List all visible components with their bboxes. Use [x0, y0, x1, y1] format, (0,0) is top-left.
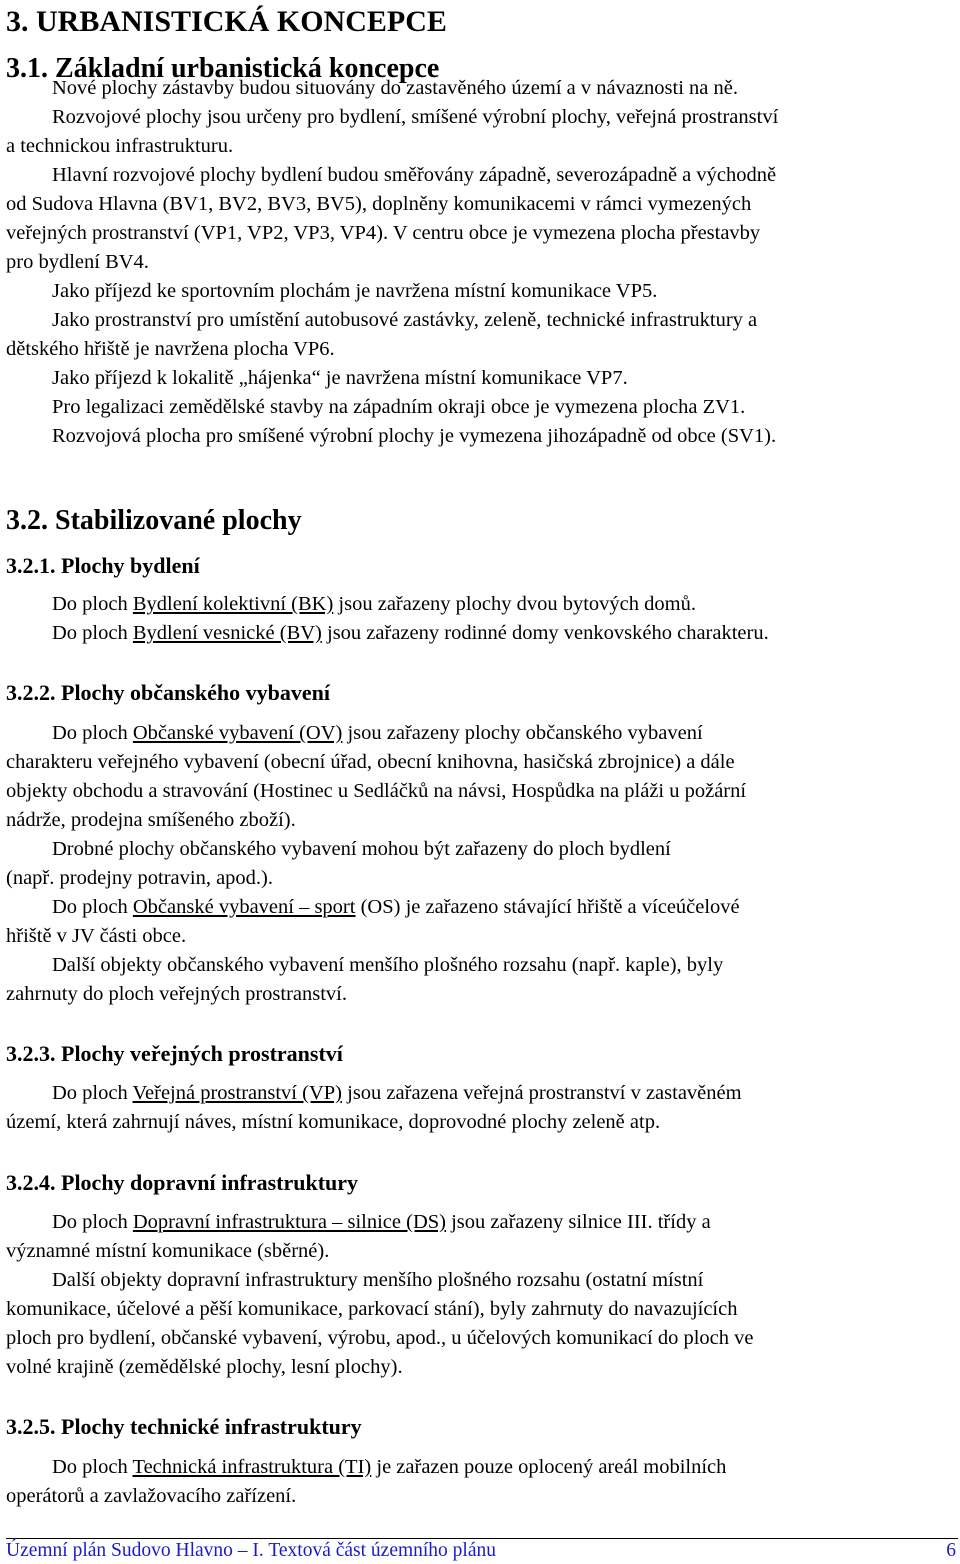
- paragraph-line: [52, 1453, 726, 1482]
- category-name-ov: Občanské vybavení (OV): [132, 722, 343, 744]
- paragraph-line: objekty obchodu a stravování (Hostinec u Sedláčků na návsi, Hospůdka na pláži u požární: [6, 780, 747, 802]
- paragraph-line: Jako prostranství pro umístění autobusové zastávky, zeleně, technické infrastruktury a: [52, 309, 758, 331]
- section-title-3-1: 3.1. Základní urbanistická koncepce: [6, 53, 440, 84]
- page-number: 6: [946, 1540, 956, 1561]
- category-name-vp: Veřejná prostranství (VP): [132, 1082, 342, 1104]
- text: (OS) je zařazeno stávající hřiště a víceúčelové: [355, 896, 740, 918]
- paragraph-line: Drobné plochy občanského vybavení mohou být zařazeny do ploch bydlení: [52, 838, 671, 860]
- text: Do ploch: [52, 722, 133, 744]
- subsection-title-3-2-2: 3.2.2. Plochy občanského vybavení: [6, 680, 330, 705]
- text: Do ploch: [52, 622, 133, 644]
- paragraph-line: Další objekty dopravní infrastruktury menšího plošného rozsahu (ostatní místní: [52, 1269, 704, 1291]
- chapter-title: 3. URBANISTICKÁ KONCEPCE: [6, 5, 447, 38]
- paragraph-line: zahrnuty do ploch veřejných prostranství.: [6, 983, 348, 1005]
- text: jsou zařazeny rodinné domy venkovského charakteru.: [321, 622, 769, 644]
- paragraph-line: (např. prodejny potravin, apod.).: [6, 867, 273, 889]
- subsection-title-3-2-3: 3.2.3. Plochy veřejných prostranství: [6, 1041, 343, 1066]
- paragraph-line: [52, 590, 696, 619]
- text: Do ploch: [52, 1211, 133, 1233]
- paragraph-line: [52, 893, 740, 922]
- paragraph-line: Jako příjezd ke sportovním plochám je navržena místní komunikace VP5.: [52, 280, 658, 302]
- category-name-bv: Bydlení vesnické (BV): [132, 622, 322, 644]
- text: jsou zařazena veřejná prostranství v zastavěném: [342, 1082, 742, 1104]
- paragraph-line: Nové plochy zástavby budou situovány do zastavěného území a v návaznosti na ně.: [52, 77, 738, 99]
- subsection-title-3-2-5: 3.2.5. Plochy technické infrastruktury: [6, 1414, 362, 1439]
- subsection-title-3-2-1: 3.2.1. Plochy bydlení: [6, 553, 200, 578]
- paragraph-line: [52, 1208, 711, 1237]
- text: Do ploch: [52, 593, 133, 615]
- category-name-bk: Bydlení kolektivní (BK): [132, 593, 334, 615]
- paragraph-line: a technickou infrastrukturu.: [6, 135, 234, 157]
- paragraph-line: dětského hřiště je navržena plocha VP6.: [6, 338, 335, 360]
- text: jsou zařazeny plochy občanského vybavení: [342, 722, 703, 744]
- text: je zařazen pouze oplocený areál mobilních: [371, 1456, 727, 1478]
- text: Do ploch: [52, 896, 133, 918]
- paragraph-line: charakteru veřejného vybavení (obecní úřad, obecní knihovna, hasičská zbrojnice) a dále: [6, 751, 735, 773]
- paragraph-line: od Sudova Hlavna (BV1, BV2, BV3, BV5), doplněny komunikacemi v rámci vymezených: [6, 193, 752, 215]
- paragraph-line: území, která zahrnují náves, místní komunikace, doprovodné plochy zeleně atp.: [6, 1111, 661, 1133]
- category-name-os: Občanské vybavení – sport: [132, 896, 356, 918]
- paragraph-line: operátorů a zavlažovacího zařízení.: [6, 1485, 297, 1507]
- text: jsou zařazeny plochy dvou bytových domů.: [333, 593, 696, 615]
- category-name-ti: Technická infrastruktura (TI): [132, 1456, 372, 1478]
- paragraph-line: významné místní komunikace (sběrné).: [6, 1240, 330, 1262]
- footer-title: Územní plán Sudovo Hlavno – I. Textová část územního plánu: [6, 1540, 497, 1561]
- paragraph-line: Jako příjezd k lokalitě „hájenka“ je navržena místní komunikace VP7.: [52, 367, 628, 389]
- category-name-ds: Dopravní infrastruktura – silnice (DS): [132, 1211, 446, 1233]
- paragraph-line: Pro legalizaci zemědělské stavby na západním okraji obce je vymezena plocha ZV1.: [52, 396, 746, 418]
- subsection-title-3-2-4: 3.2.4. Plochy dopravní infrastruktury: [6, 1170, 359, 1195]
- paragraph-line: Další objekty občanského vybavení menšího plošného rozsahu (např. kaple), byly: [52, 954, 724, 976]
- paragraph-line: Rozvojová plocha pro smíšené výrobní plochy je vymezena jihozápadně od obce (SV1).: [52, 425, 777, 447]
- paragraph-line: komunikace, účelové a pěší komunikace, parkovací stání), byly zahrnuty do navazujících: [6, 1298, 738, 1320]
- text: Do ploch: [52, 1456, 133, 1478]
- paragraph-line: [52, 719, 703, 748]
- paragraph-line: volné krajině (zemědělské plochy, lesní plochy).: [6, 1356, 403, 1378]
- text: Do ploch: [52, 1082, 133, 1104]
- paragraph-line: Rozvojové plochy jsou určeny pro bydlení, smíšené výrobní plochy, veřejná prostranství: [52, 106, 779, 128]
- paragraph-line: veřejných prostranství (VP1, VP2, VP3, VP4). V centru obce je vymezena plocha přestavby: [6, 222, 761, 244]
- text: jsou zařazeny silnice III. třídy a: [445, 1211, 711, 1233]
- paragraph-line: Hlavní rozvojové plochy bydlení budou směřovány západně, severozápadně a východně: [52, 164, 777, 186]
- paragraph-line: [52, 619, 769, 648]
- paragraph-line: [52, 1079, 742, 1108]
- paragraph-line: ploch pro bydlení, občanské vybavení, výrobu, apod., u účelových komunikací do ploch ve: [6, 1327, 754, 1349]
- paragraph-line: pro bydlení BV4.: [6, 251, 149, 273]
- paragraph-line: hřiště v JV části obce.: [6, 925, 187, 947]
- paragraph-line: nádrže, prodejna smíšeného zboží).: [6, 809, 296, 831]
- section-title-3-2: 3.2. Stabilizované plochy: [6, 505, 302, 536]
